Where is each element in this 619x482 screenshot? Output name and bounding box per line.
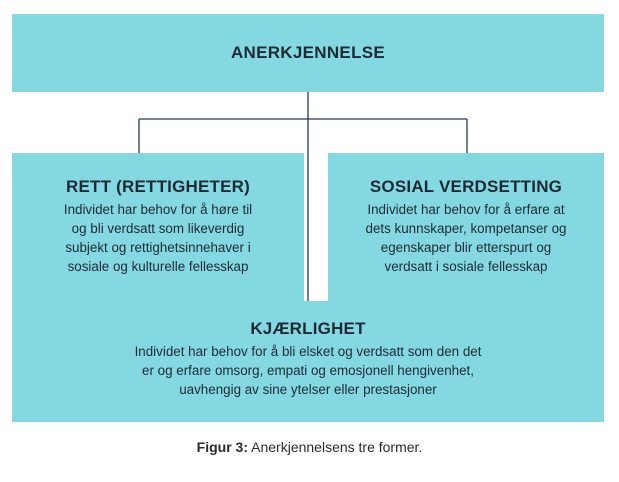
kjaerlighet-heading: KJÆRLIGHET (250, 319, 366, 338)
sosial-verdsetting-description: Individet har behov for å erfare at dets kunnskaper, kompetanser og egenskaper blir etterspurt og verdsatt i sosiale fellesskap (365, 202, 567, 274)
kjaerlighet-description: Individet har behov for å bli elsket og verdsatt som den det er og erfare omsorg, empati og emosjonell hengivenhet, uavhengig av sine ytelser eller prestasjoner (134, 344, 482, 397)
caption-label: Figur 3: (196, 439, 249, 455)
rett-heading: RETT (RETTIGHETER) (66, 177, 250, 196)
sosial-verdsetting-box (328, 153, 604, 301)
rett-description: Individet har behov for å høre til og bli verdsatt som likeverdig subjekt og rettighetsinnehaver i sosiale og kulturelle fellesskap (63, 202, 253, 274)
rett-box (12, 153, 304, 301)
sosial-verdsetting-heading: SOSIAL VERDSETTING (369, 177, 563, 196)
anerkjennelse-box (12, 14, 604, 92)
caption-text: Anerkjennelsens tre former. (248, 439, 423, 455)
figure-caption (0, 439, 619, 455)
anerkjennelse-title: ANERKJENNELSE (230, 43, 386, 62)
kjaerlighet-box (12, 301, 604, 422)
